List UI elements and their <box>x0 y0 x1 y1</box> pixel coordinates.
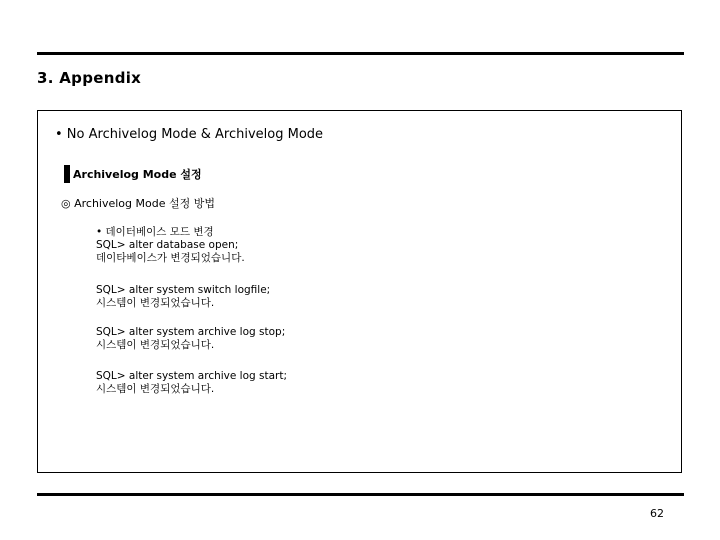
body-line: SQL> alter system archive log stop; <box>96 326 286 338</box>
body-block-archive-stop <box>96 326 285 352</box>
body-block-mode-change <box>96 226 245 265</box>
sub-heading <box>64 165 202 183</box>
body-line: SQL> alter system switch logfile; <box>96 284 271 296</box>
body-line: 데이타베이스가 변경되었습니다. <box>96 252 245 264</box>
footer-rule <box>37 493 684 496</box>
sub-heading-label: Archivelog Mode 설정 <box>73 168 202 181</box>
bar-marker-icon <box>64 165 70 183</box>
top-rule <box>37 52 684 55</box>
body-line: SQL> alter database open; <box>96 239 239 251</box>
bullet-heading: • No Archivelog Mode & Archivelog Mode <box>55 127 324 142</box>
section-title: 3. Appendix <box>37 69 142 87</box>
body-line: 시스템이 변경되었습니다. <box>96 383 215 395</box>
body-line: 시스템이 변경되었습니다. <box>96 297 215 309</box>
body-line: SQL> alter system archive log start; <box>96 370 288 382</box>
page-number: 62 <box>650 507 664 520</box>
body-line: 시스템이 변경되었습니다. <box>96 339 215 351</box>
body-block-switch-logfile <box>96 284 270 310</box>
body-block-archive-start <box>96 370 287 396</box>
method-heading: ◎ Archivelog Mode 설정 방법 <box>61 197 215 210</box>
body-line: • 데이터베이스 모드 변경 <box>96 226 214 238</box>
